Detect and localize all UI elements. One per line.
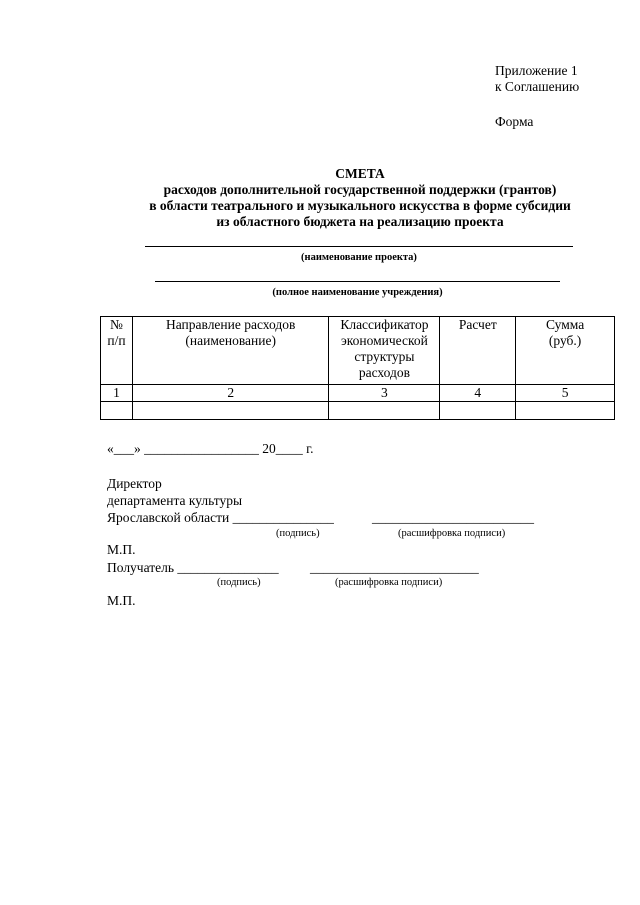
date-day: «___» [107,441,141,456]
table-cell: 3 [329,385,440,402]
col-header-calculation: Расчет [440,317,516,385]
director-decode-blank: ________________________ [372,510,534,525]
table-cell [101,402,133,420]
date-line [107,441,314,457]
director-title: Директор [107,476,162,491]
table-header-row [101,317,615,385]
table-cell [132,402,329,420]
table-cell [516,402,615,420]
table-row-column-numbers [101,385,615,402]
form-label: Форма [495,114,534,129]
director-decode-caption: (расшифровка подписи) [398,528,506,539]
col-header-number: № п/п [101,317,133,385]
project-name-caption: (наименование проекта) [301,252,417,263]
director-signature-caption: (подпись) [276,528,320,539]
project-name-line [145,246,573,247]
date-year-suffix: г. [306,441,314,456]
recipient-signature: Получатель _______________ [107,560,279,575]
institution-name-line [155,281,560,282]
date-month: _________________ [144,441,259,456]
stamp-label-1: М.П. [107,542,136,557]
director-region-signature: Ярославской области _______________ [107,510,334,525]
agreement-label: к Соглашению [495,79,580,94]
date-year: 20____ [262,441,303,456]
stamp-label-2: М.П. [107,593,136,608]
table-row-empty [101,402,615,420]
table-cell: 5 [516,385,615,402]
table-cell: 1 [101,385,133,402]
appendix-label: Приложение 1 [495,63,578,78]
director-department: департамента культуры [107,493,243,508]
recipient-signature-caption: (подпись) [217,577,261,588]
document-title: СМЕТА [335,166,385,181]
table-cell [329,402,440,420]
estimate-table [100,316,615,420]
title-line-2: расходов дополнительной государственной поддержки (грантов) [163,182,557,197]
table-cell: 4 [440,385,516,402]
table-cell: 2 [132,385,329,402]
col-header-direction: Направление расходов (наименование) [132,317,329,385]
col-header-sum: Сумма (руб.) [516,317,615,385]
table-cell [440,402,516,420]
recipient-decode-blank: _________________________ [310,560,479,575]
recipient-decode-caption: (расшифровка подписи) [335,577,443,588]
title-line-4: из областного бюджета на реализацию проекта [216,214,504,229]
col-header-classifier: Классификатор экономической структуры расходов [329,317,440,385]
title-line-3: в области театрального и музыкального искусства в форме субсидии [149,198,571,213]
institution-name-caption: (полное наименование учреждения) [272,287,443,298]
